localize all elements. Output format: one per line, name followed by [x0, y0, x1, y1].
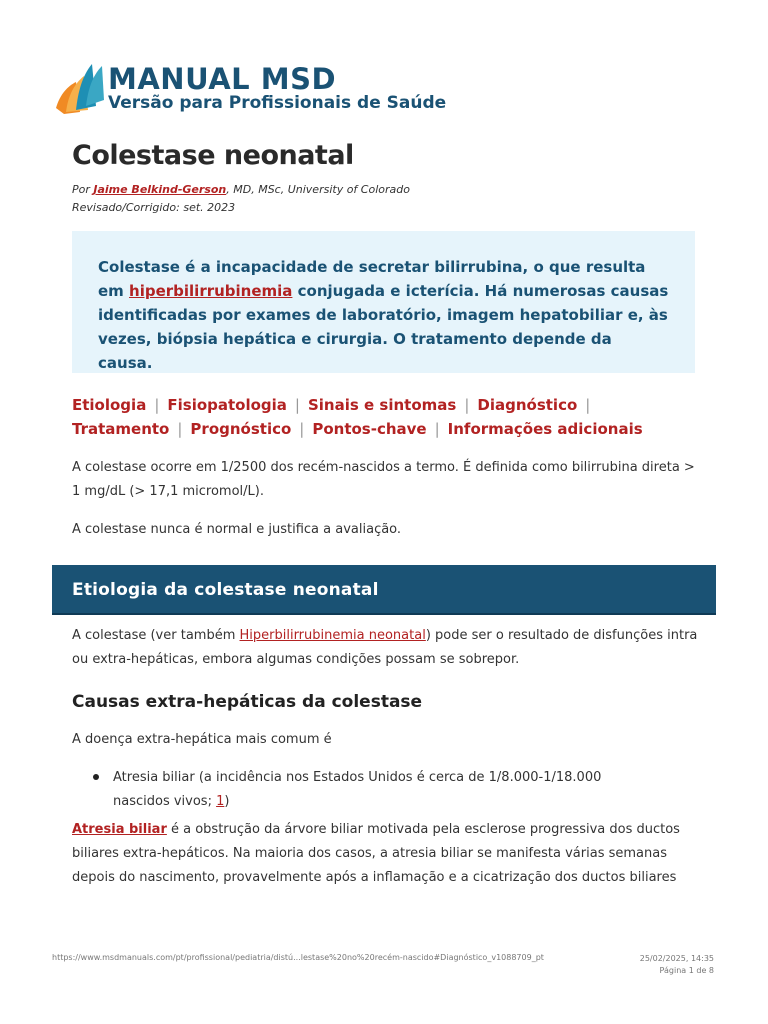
- etiologia-text-start: A colestase (ver também: [72, 628, 240, 643]
- intro-paragraph-1: A colestase ocorre em 1/2500 dos recém-nascidos a termo. É definida como bilirrubina direta > 1 mg/dL (> 17,1 micromol/L).: [72, 460, 695, 499]
- site-header: [52, 60, 552, 120]
- section-nav-row-1: [72, 393, 712, 417]
- etiologia-paragraph: [72, 624, 702, 672]
- nav-link-sinais-e-sintomas[interactable]: Sinais e sintomas: [307, 396, 457, 414]
- nav-link-pontos-chave[interactable]: Pontos-chave: [312, 420, 427, 438]
- nav-link-diagnostico[interactable]: Diagnóstico: [477, 396, 578, 414]
- summary-text-start: Colestase é a incapacidade de secretar bilirrubina, o que resulta em: [98, 258, 646, 300]
- summary-text-end: conjugada e icterícia. Há numerosas causas identificadas por exames de laboratório, imagem hepatobiliar e, às vezes, biópsia hepática e cirurgia. O tratamento depende da causa.: [98, 282, 669, 372]
- atresia-biliar-paragraph: [72, 818, 702, 890]
- nav-separator: |: [434, 420, 440, 438]
- extra-hepatic-intro: A doença extra-hepática mais comum é: [72, 732, 332, 747]
- footer-meta: [640, 953, 714, 977]
- nav-separator: |: [177, 420, 183, 438]
- bullet-text-start: Atresia biliar (a incidência nos Estados Unidos é cerca de 1/8.000-1/18.000 nascidos vivos;: [113, 770, 602, 809]
- brand-name[interactable]: MANUAL MSD: [108, 62, 337, 96]
- bullet-dot-icon: [93, 774, 105, 798]
- section-nav-row-2: [72, 417, 712, 441]
- author-link[interactable]: Jaime Belkind-Gerson: [93, 183, 227, 196]
- footer-page-number: Página 1 de 8: [659, 966, 714, 975]
- byline-prefix: Por: [72, 183, 94, 196]
- msd-manual-logo-icon[interactable]: [52, 60, 106, 116]
- nav-separator: |: [585, 396, 591, 414]
- byline-suffix: , MD, MSc, University of Colorado: [226, 183, 410, 196]
- section-header-etiologia: [52, 565, 716, 615]
- hiperbilirrubinemia-link[interactable]: hiperbilirrubinemia: [129, 282, 293, 300]
- summary-text: [98, 255, 669, 375]
- nav-separator: |: [154, 396, 160, 414]
- reviewed-date: Revisado/Corrigido: set. 2023: [72, 201, 236, 214]
- reference-1-link[interactable]: 1: [216, 794, 225, 809]
- bullet-text-end: ): [224, 794, 230, 809]
- page-title: Colestase neonatal: [72, 140, 354, 171]
- hiperbilirrubinemia-neonatal-link[interactable]: Hiperbilirrubinemia neonatal: [239, 628, 426, 643]
- nav-link-etiologia[interactable]: Etiologia: [72, 396, 147, 414]
- nav-link-informacoes-adicionais[interactable]: Informações adicionais: [447, 420, 643, 438]
- etiologia-text-end: ) pode ser o resultado de disfunções intra ou extra-hepáticas, embora algumas condições possam se sobrepor.: [72, 628, 698, 667]
- brand-subtitle: Versão para Profissionais de Saúde: [108, 93, 447, 113]
- summary-box: [72, 231, 695, 373]
- footer-datetime: 25/02/2025, 14:35: [639, 954, 714, 963]
- section-nav: [72, 393, 712, 441]
- intro-paragraph-2: A colestase nunca é normal e justifica a avaliação.: [72, 522, 402, 537]
- nav-link-fisiopatologia[interactable]: Fisiopatologia: [167, 396, 287, 414]
- section-heading: Etiologia da colestase neonatal: [72, 580, 379, 600]
- nav-separator: |: [294, 396, 300, 414]
- subheading-extra-hepaticas: Causas extra-hepáticas da colestase: [72, 692, 423, 712]
- nav-separator: |: [299, 420, 305, 438]
- nav-separator: |: [464, 396, 470, 414]
- footer-url: https://www.msdmanuals.com/pt/profissional/pediatria/distú...lestase%20no%20recém-nascido#Diagnóstico_v1088709_pt: [52, 953, 544, 962]
- nav-link-prognostico[interactable]: Prognóstico: [190, 420, 292, 438]
- nav-link-tratamento[interactable]: Tratamento: [72, 420, 170, 438]
- atresia-biliar-link[interactable]: Atresia biliar: [72, 822, 167, 837]
- atresia-biliar-text: é a obstrução da árvore biliar motivada pela esclerose progressiva dos ductos biliares extra-hepáticos. Na maioria dos casos, a atresia biliar se manifesta várias semanas depois do nascimento, provavelmente após a inflamação e a cicatrização dos ductos biliares: [72, 822, 680, 885]
- byline: [72, 183, 410, 196]
- bullet-atresia-biliar: [113, 766, 653, 814]
